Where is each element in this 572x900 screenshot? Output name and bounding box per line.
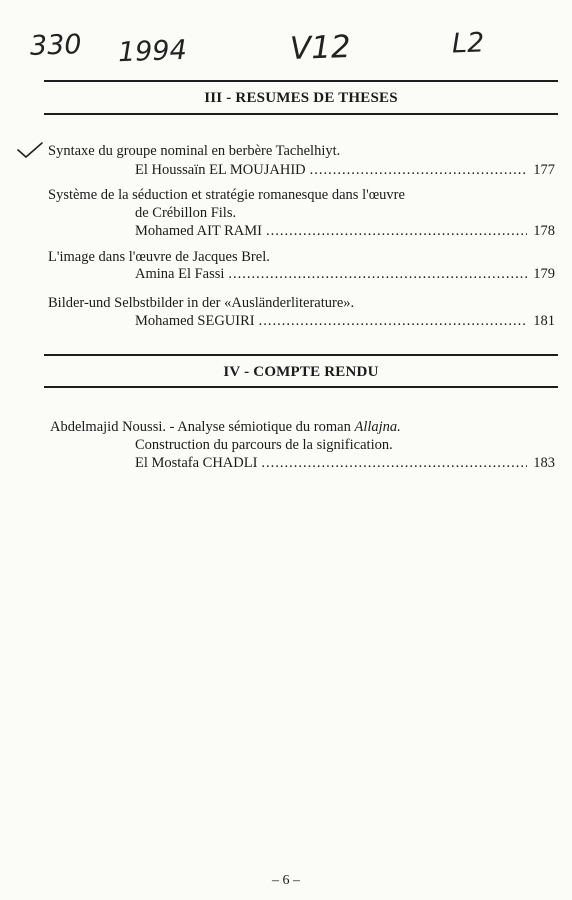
section-4-top-rule xyxy=(44,354,558,356)
entry-title-continued: de Crébillon Fils. xyxy=(135,205,237,221)
handwritten-note-2: 1994 xyxy=(117,34,188,69)
handwritten-note-3: V12 xyxy=(289,28,352,68)
entry-title: Système de la séduction et stratégie romanesque dans l'œuvre xyxy=(48,187,405,203)
entry-title-continued: Construction du parcours de la signification. xyxy=(135,437,393,453)
toc-entry xyxy=(135,455,555,472)
entry-page: 178 xyxy=(533,223,555,239)
section-3-heading: III - RESUMES DE THESES xyxy=(204,90,398,106)
checkmark-icon xyxy=(16,140,44,160)
entry-page: 183 xyxy=(533,455,555,471)
section-4-bottom-rule xyxy=(44,386,558,388)
entry-author: El Houssaïn EL MOUJAHID xyxy=(135,162,306,178)
entry-page: 177 xyxy=(533,162,555,178)
leader-dots xyxy=(310,162,527,179)
entry-author: Amina El Fassi xyxy=(135,266,225,282)
entry-title-italic: Allajna. xyxy=(354,419,401,435)
entry-title-prefix: Abdelmajid Noussi. - Analyse sémiotique du roman xyxy=(50,419,355,435)
leader-dots xyxy=(266,223,527,240)
handwritten-note-4: L2 xyxy=(451,27,485,60)
entry-author: El Mostafa CHADLI xyxy=(135,455,258,471)
leader-dots xyxy=(228,266,527,283)
entry-page: 181 xyxy=(533,313,555,329)
entry-author: Mohamed SEGUIRI xyxy=(135,313,255,329)
leader-dots xyxy=(259,313,527,330)
handwritten-note-1: 330 xyxy=(29,29,83,62)
section-4-heading: IV - COMPTE RENDU xyxy=(223,364,379,380)
toc-entry xyxy=(135,223,555,240)
entry-title xyxy=(50,419,401,436)
entry-page: 179 xyxy=(533,266,555,282)
entry-title: Syntaxe du groupe nominal en berbère Tachelhiyt. xyxy=(48,143,341,159)
leader-dots xyxy=(261,455,527,472)
entry-title: L'image dans l'œuvre de Jacques Brel. xyxy=(48,249,270,265)
toc-entry xyxy=(135,162,555,179)
section-3-bottom-rule xyxy=(44,113,558,115)
page-number: – 6 – xyxy=(272,873,300,888)
toc-entry xyxy=(135,266,555,283)
section-3-top-rule xyxy=(44,80,558,82)
entry-title: Bilder-und Selbstbilder in der «Ausländerliterature». xyxy=(48,295,355,311)
entry-author: Mohamed AIT RAMI xyxy=(135,223,263,239)
toc-entry xyxy=(135,313,555,330)
